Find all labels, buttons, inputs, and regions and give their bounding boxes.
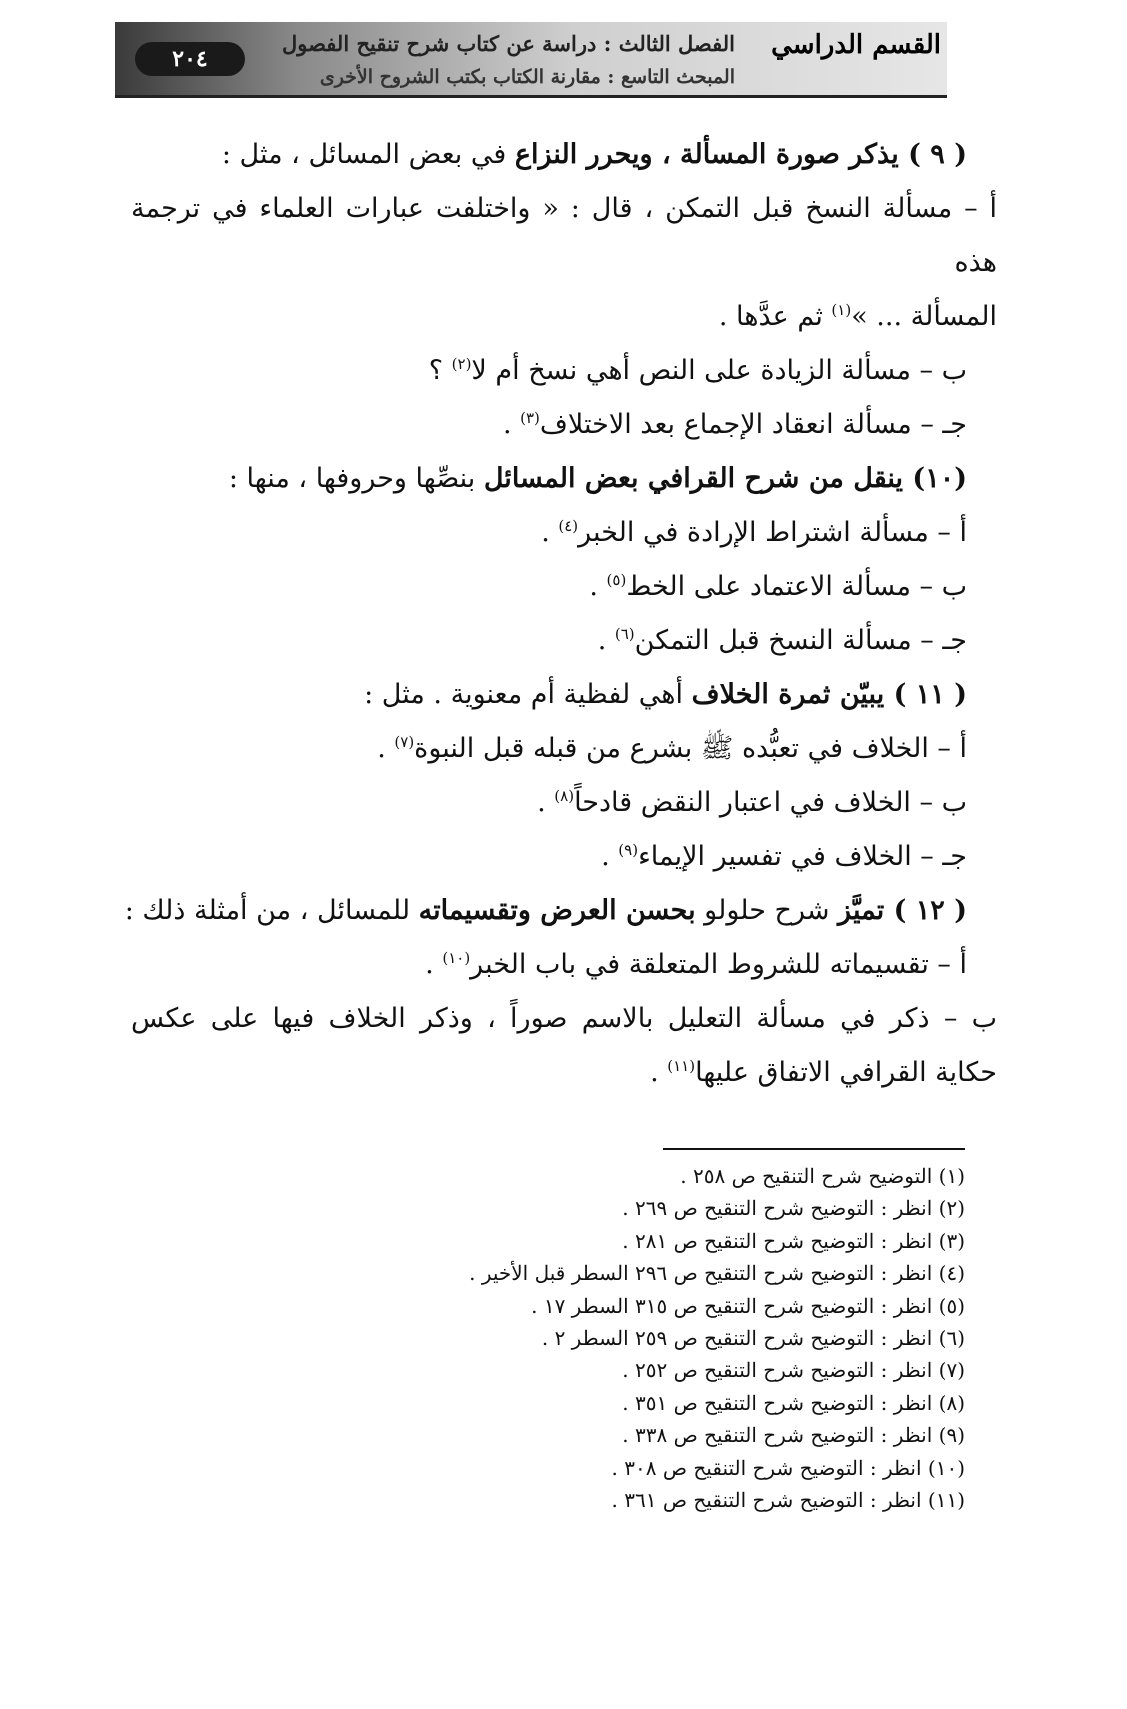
footnote-ref: (٤) (558, 517, 579, 535)
footnote-ref: (٨) (554, 787, 575, 805)
footnote-2: (٢) انظر : التوضيح شرح التنقيح ص ٢٦٩ . (622, 1196, 965, 1221)
footnote-ref: (٥) (606, 571, 627, 589)
point-12-item-b: ب – ذكر في مسألة التعليل بالاسم صوراً ، وذكر الخلاف فيها على عكس (131, 1003, 997, 1034)
footnote-divider (663, 1148, 965, 1150)
footnote-9: (٩) انظر : التوضيح شرح التنقيح ص ٣٣٨ . (622, 1423, 965, 1448)
point-11-item-c: جـ – الخلاف في تفسير الإيماء$^{(٩)}$ . (601, 841, 967, 872)
footnote-3: (٣) انظر : التوضيح شرح التنقيح ص ٢٨١ . (622, 1228, 965, 1253)
point-12-item-a: أ – تقسيماته للشروط المتعلقة في باب الخبر$^{(١٠)}$ . (425, 949, 967, 980)
point-9-item-b: ب – مسألة الزيادة على النص أهي نسخ أم لا$^{(٢)}$ ؟ (428, 355, 967, 386)
header-topic-title: المبحث التاسع : مقارنة الكتاب بكتب الشروح الأخرى (319, 66, 735, 88)
point-9-item-c: جـ – مسألة انعقاد الإجماع بعد الاختلاف$^{(٣)}$ . (502, 409, 967, 440)
footnote-ref: (١٠) (442, 949, 471, 967)
point-10-heading: (١٠) ينقل من شرح القرافي بعض المسائل بنصِّها وحروفها ، منها : (228, 463, 967, 494)
point-12-item-b-cont: حكاية القرافي الاتفاق عليها$^{(١١)}$ . (650, 1057, 997, 1088)
footnote-5: (٥) انظر : التوضيح شرح التنقيح ص ٣١٥ السطر ١٧ . (531, 1293, 965, 1318)
footnote-10: (١٠) انظر : التوضيح شرح التنقيح ص ٣٠٨ . (611, 1455, 965, 1480)
point-11-item-b: ب – الخلاف في اعتبار النقض قادحاً$^{(٨)}$ . (537, 787, 967, 818)
footnote-11: (١١) انظر : التوضيح شرح التنقيح ص ٣٦١ . (611, 1488, 965, 1513)
footnote-ref: (٧) (394, 733, 415, 751)
page-header (115, 22, 947, 98)
footnote-ref: (١) (831, 301, 852, 319)
header-chapter-title: الفصل الثالث : دراسة عن كتاب شرح تنقيح الفصول (281, 31, 735, 56)
footnotes (265, 1160, 965, 1516)
point-11-heading: ( ١١ ) يبيّن ثمرة الخلاف أهي لفظية أم معنوية . مثل : (364, 679, 967, 710)
body-text (124, 128, 997, 1100)
point-9-heading: ( ٩ ) يذكر صورة المسألة ، ويحرر النزاع في بعض المسائل ، مثل : (221, 139, 967, 170)
footnote-7: (٧) انظر : التوضيح شرح التنقيح ص ٢٥٢ . (622, 1358, 965, 1383)
point-10-item-b: ب – مسألة الاعتماد على الخط$^{(٥)}$ . (589, 571, 967, 602)
point-10-item-c: جـ – مسألة النسخ قبل التمكن$^{(٦)}$ . (597, 625, 967, 656)
footnote-1: (١) التوضيح شرح التنقيح ص ٢٥٨ . (680, 1164, 965, 1188)
header-section-title: القسم الدراسي (771, 30, 941, 60)
point-10-item-a: أ – مسألة اشتراط الإرادة في الخبر$^{(٤)}$ . (541, 517, 967, 548)
point-11-item-a: أ – الخلاف في تعبُّده ﷺ بشرع من قبله قبل النبوة$^{(٧)}$ . (377, 733, 967, 764)
footnote-ref: (٢) (451, 355, 472, 373)
point-9-item-a: أ – مسألة النسخ قبل التمكن ، قال : « واختلفت عبارات العلماء في ترجمة هذه (131, 193, 997, 278)
footnote-8: (٨) انظر : التوضيح شرح التنقيح ص ٣٥١ . (622, 1390, 965, 1415)
point-9-item-a-cont: المسألة ... »$^{(١)}$ ثم عدَّها . (718, 301, 997, 332)
footnote-ref: (١١) (667, 1057, 696, 1075)
footnote-ref: (٩) (618, 841, 639, 859)
point-12-heading: ( ١٢ ) تميَّز شرح حلولو بحسن العرض وتقسيماته للمسائل ، من أمثلة ذلك : (124, 895, 967, 926)
page-number-badge: ٢٠٤ (135, 42, 245, 76)
footnote-6: (٦) انظر : التوضيح شرح التنقيح ص ٢٥٩ السطر ٢ . (541, 1326, 965, 1351)
footnote-ref: (٦) (614, 625, 635, 643)
footnote-4: (٤) انظر : التوضيح شرح التنقيح ص ٢٩٦ السطر قبل الأخير . (469, 1261, 965, 1286)
footnote-ref: (٣) (520, 409, 540, 427)
